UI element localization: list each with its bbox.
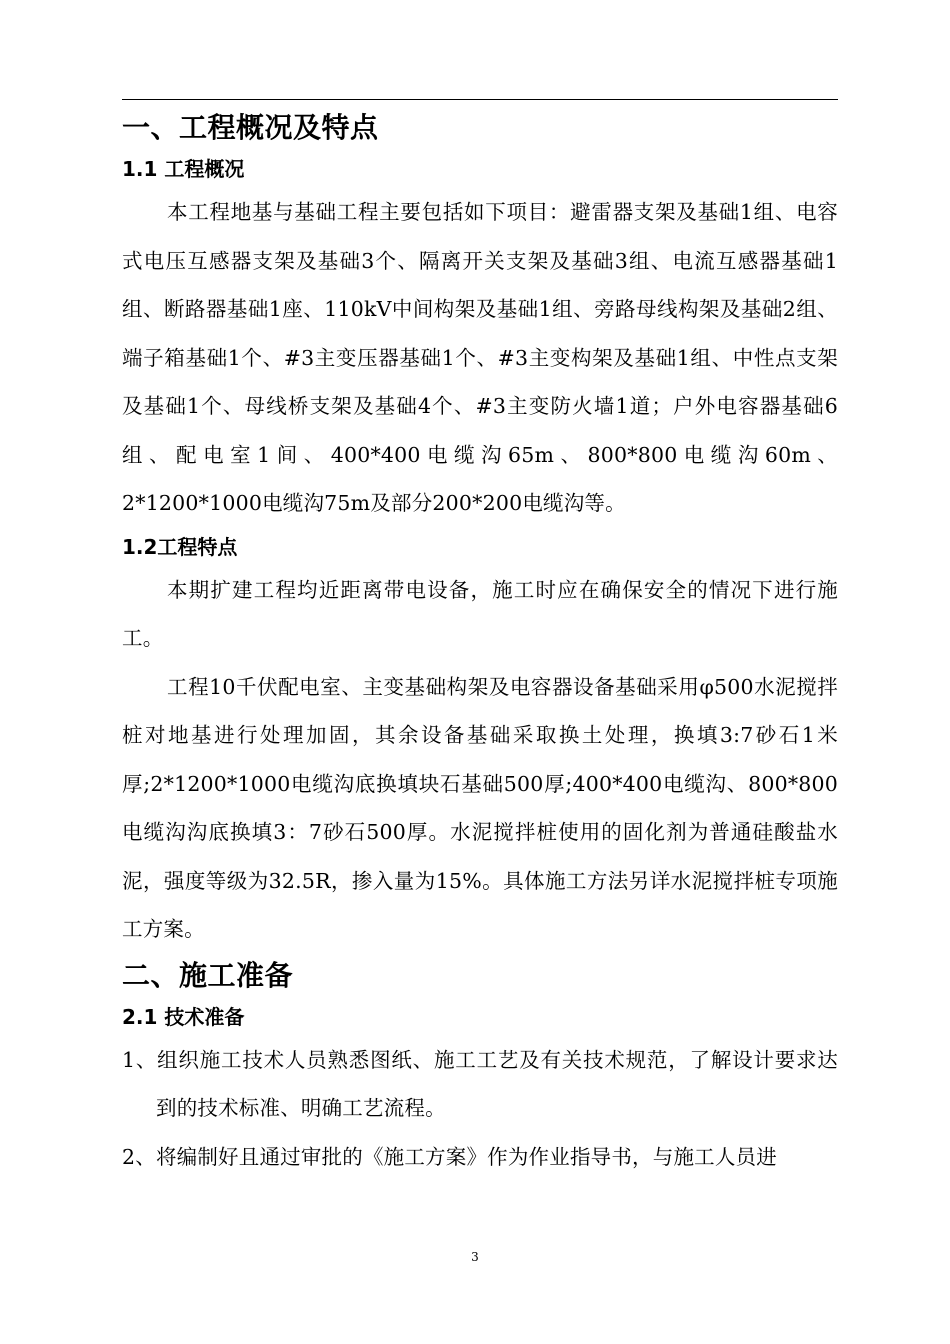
subsection-1-2-heading: 1.2工程特点	[122, 534, 238, 559]
section-1-heading: 一、工程概况及特点	[122, 111, 379, 144]
subsection-1-2-paragraph-1: 本期扩建工程均近距离带电设备，施工时应在确保安全的情况下进行施工。	[122, 577, 838, 650]
header-rule	[122, 99, 838, 100]
subsection-2-1-heading: 2.1 技术准备	[122, 1004, 245, 1029]
list-item-2: 2、将编制好且通过审批的《施工方案》作为作业指导书，与施工人员进	[122, 1144, 777, 1169]
page-number: 3	[471, 1250, 479, 1264]
section-2-heading: 二、施工准备	[122, 958, 294, 992]
subsection-1-2-paragraph-2: 工程10千伏配电室、主变基础构架及电容器设备基础采用φ500水泥搅拌桩对地基进行处理加固，其余设备基础采取换土处理，换填3:7砂石1米厚;2*1200*1000电缆沟底换填块石基础500厚;400*400电缆沟、800*800电缆沟沟底换填3：7砂石500厚。水泥搅拌桩使用的固化剂为普通硅酸盐水泥，强度等级为32.5R，掺入量为15%。具体施工方法另详水泥搅拌桩专项施工方案。	[122, 674, 838, 941]
subsection-1-1-paragraph: 本工程地基与基础工程主要包括如下项目：避雷器支架及基础1组、电容式电压互感器支架及基础3个、隔离开关支架及基础3组、电流互感器基础1组、断路器基础1座、110kV中间构架及基础1组、旁路母线构架及基础2组、端子箱基础1个、#3主变压器基础1个、#3主变构架及基础1组、中性点支架及基础1个、母线桥支架及基础4个、#3主变防火墙1道；户外电容器基础6组、配电室1间、400*400电缆沟65m、800*800电缆沟60m、2*1200*1000电缆沟75m及部分200*200电缆沟等。	[122, 200, 838, 515]
document-body	[122, 106, 838, 1181]
subsection-1-1-heading: 1.1 工程概况	[122, 157, 245, 181]
list-item-1: 1、组织施工技术人员熟悉图纸、施工工艺及有关技术规范，了解设计要求达到的技术标准、明确工艺流程。	[122, 1047, 838, 1120]
